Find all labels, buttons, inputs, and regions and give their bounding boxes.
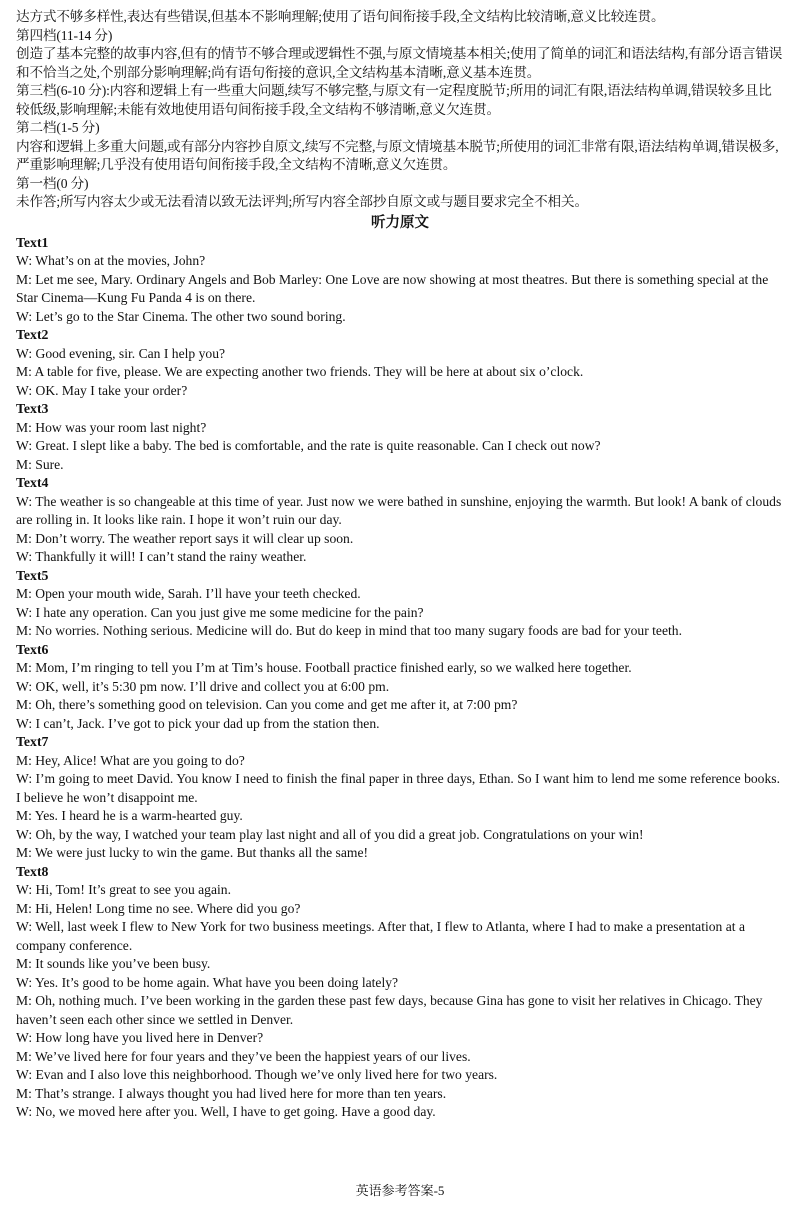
- transcript-text-6: [16, 641, 784, 734]
- dialogue-line: W: No, we moved here after you. Well, I have to get going. Have a good day.: [16, 1104, 436, 1119]
- transcript-text-3: [16, 400, 784, 474]
- dialogue-line: W: Great. I slept like a baby. The bed is comfortable, and the rate is quite reasonable. Can I check out now?: [16, 438, 601, 453]
- dialogue-line: W: What’s on at the movies, John?: [16, 253, 206, 268]
- dialogue-line: M: We were just lucky to win the game. But thanks all the same!: [16, 845, 369, 860]
- dialogue-line: M: Mom, I’m ringing to tell you I’m at Tim’s house. Football practice finished early, so we walked here together.: [16, 660, 632, 675]
- grading-paragraph: 未作答;所写内容太少或无法看清以致无法评判;所写内容全部抄自原文或与题目要求完全不相关。: [16, 194, 588, 209]
- dialogue-line: M: Don’t worry. The weather report says it will clear up soon.: [16, 530, 354, 546]
- dialogue-line: M: We’ve lived here for four years and they’ve been the happiest years of our lives.: [16, 1048, 471, 1064]
- dialogue-line: W: The weather is so changeable at this time of year. Just now we were bathed in sunshine, enjoying the warmth. But look! A bank of clouds are rolling in. It looks like rain. I hope it won’t ruin our day.: [16, 493, 782, 527]
- dialogue-line: M: Oh, there’s something good on television. Can you come and get me after it, at 7:00 pm?: [16, 697, 518, 712]
- dialogue-line: M: It sounds like you’ve been busy.: [16, 956, 211, 971]
- grade-level-heading: 第四档(11-14 分): [16, 27, 113, 43]
- dialogue-line: W: Thankfully it will! I can’t stand the rainy weather.: [16, 549, 307, 564]
- dialogue-line: W: Oh, by the way, I watched your team play last night and all of you did a great job. Congratulations on your win!: [16, 826, 644, 842]
- page-footer: 英语参考答案-5: [355, 1183, 445, 1198]
- grading-paragraph: 达方式不够多样性,表达有些错误,但基本不影响理解;使用了语句间衔接手段,全文结构比较清晰,意义比较连贯。: [16, 9, 665, 24]
- text-title: Text5: [16, 567, 49, 583]
- dialogue-line: W: I’m going to meet David. You know I need to finish the final paper in three days, Ethan. So I want him to lend me some reference books. I believe he won’t disappoint me.: [16, 771, 780, 805]
- dialogue-line: M: That’s strange. I always thought you had lived here for more than ten years.: [16, 1085, 447, 1101]
- transcript: [16, 234, 784, 1122]
- text-title: Text2: [16, 327, 49, 342]
- dialogue-line: W: I hate any operation. Can you just give me some medicine for the pain?: [16, 604, 424, 620]
- dialogue-line: M: How was your room last night?: [16, 419, 207, 435]
- dialogue-line: M: Hey, Alice! What are you going to do?: [16, 752, 245, 768]
- grading-paragraph: 内容和逻辑上多重大问题,或有部分内容抄自原文,续写不完整,与原文情境基本脱节;所使用的词汇非常有限,语法结构单调,错误极多,严重影响理解;几乎没有使用语句间衔接手段,全文结构不清晰,意义欠连贯。: [16, 138, 779, 172]
- section-title: 听力原文: [371, 214, 429, 231]
- grading-criteria: [16, 8, 784, 212]
- dialogue-line: M: Oh, nothing much. I’ve been working in the garden these past few days, because Gina has gone to visit her relatives in Chicago. They haven’t seen each other since we settled in Denver.: [16, 993, 763, 1027]
- dialogue-line: M: Open your mouth wide, Sarah. I’ll have your teeth checked.: [16, 586, 361, 601]
- transcript-text-1: [16, 234, 784, 327]
- transcript-text-5: [16, 567, 784, 641]
- dialogue-line: W: Yes. It’s good to be home again. What have you been doing lately?: [16, 974, 399, 990]
- text-title: Text6: [16, 641, 49, 657]
- dialogue-line: W: Good evening, sir. Can I help you?: [16, 345, 226, 361]
- dialogue-line: W: OK, well, it’s 5:30 pm now. I’ll drive and collect you at 6:00 pm.: [16, 678, 390, 694]
- grading-paragraph: 创造了基本完整的故事内容,但有的情节不够合理或逻辑性不强,与原文情境基本相关;使用了简单的词汇和语法结构,有部分语言错误和不恰当之处,个别部分影响理解;尚有语句衔接的意识,全文结构基本清晰,意义基本连贯。: [16, 46, 783, 80]
- dialogue-line: W: How long have you lived here in Denver?: [16, 1030, 264, 1045]
- dialogue-line: W: Let’s go to the Star Cinema. The other two sound boring.: [16, 308, 346, 324]
- dialogue-line: M: Hi, Helen! Long time no see. Where did you go?: [16, 900, 301, 916]
- transcript-text-2: [16, 326, 784, 400]
- grading-paragraph: 第三档(6-10 分):内容和逻辑上有一些重大问题,续写不够完整,与原文有一定程度脱节;所用的词汇有限,语法结构单调,错误较多且比较低级,影响理解;未能有效地使用语句间衔接手段,全文结构不够清晰,意义欠连贯。: [16, 83, 772, 117]
- dialogue-line: W: OK. May I take your order?: [16, 382, 188, 398]
- transcript-text-7: [16, 733, 784, 863]
- dialogue-line: W: I can’t, Jack. I’ve got to pick your dad up from the station then.: [16, 715, 380, 731]
- transcript-text-8: [16, 863, 784, 1122]
- dialogue-line: W: Evan and I also love this neighborhood. Though we’ve only lived here for two years.: [16, 1067, 498, 1082]
- dialogue-line: M: Let me see, Mary. Ordinary Angels and Bob Marley: One Love are now showing at most theatres. But there is something special at the Star Cinema—Kung Fu Panda 4 is on there.: [16, 271, 769, 305]
- dialogue-line: M: Yes. I heard he is a warm-hearted guy.: [16, 808, 243, 823]
- text-title: Text4: [16, 475, 49, 490]
- dialogue-line: W: Well, last week I flew to New York for two business meetings. After that, I flew to Atlanta, where I had to make a presentation at a company conference.: [16, 919, 745, 953]
- text-title: Text8: [16, 863, 49, 879]
- text-title: Text7: [16, 734, 49, 749]
- grade-level-heading: 第二档(1-5 分): [16, 120, 100, 135]
- transcript-text-4: [16, 474, 784, 567]
- dialogue-line: M: Sure.: [16, 456, 64, 472]
- document-page: [16, 8, 784, 1122]
- dialogue-line: W: Hi, Tom! It’s great to see you again.: [16, 882, 231, 897]
- text-title: Text3: [16, 401, 49, 416]
- grade-level-heading: 第一档(0 分): [16, 175, 89, 191]
- dialogue-line: M: No worries. Nothing serious. Medicine will do. But do keep in mind that too many sugary foods are bad for your teeth.: [16, 623, 682, 638]
- text-title: Text1: [16, 234, 49, 250]
- dialogue-line: M: A table for five, please. We are expecting another two friends. They will be here at about six o’clock.: [16, 364, 584, 379]
